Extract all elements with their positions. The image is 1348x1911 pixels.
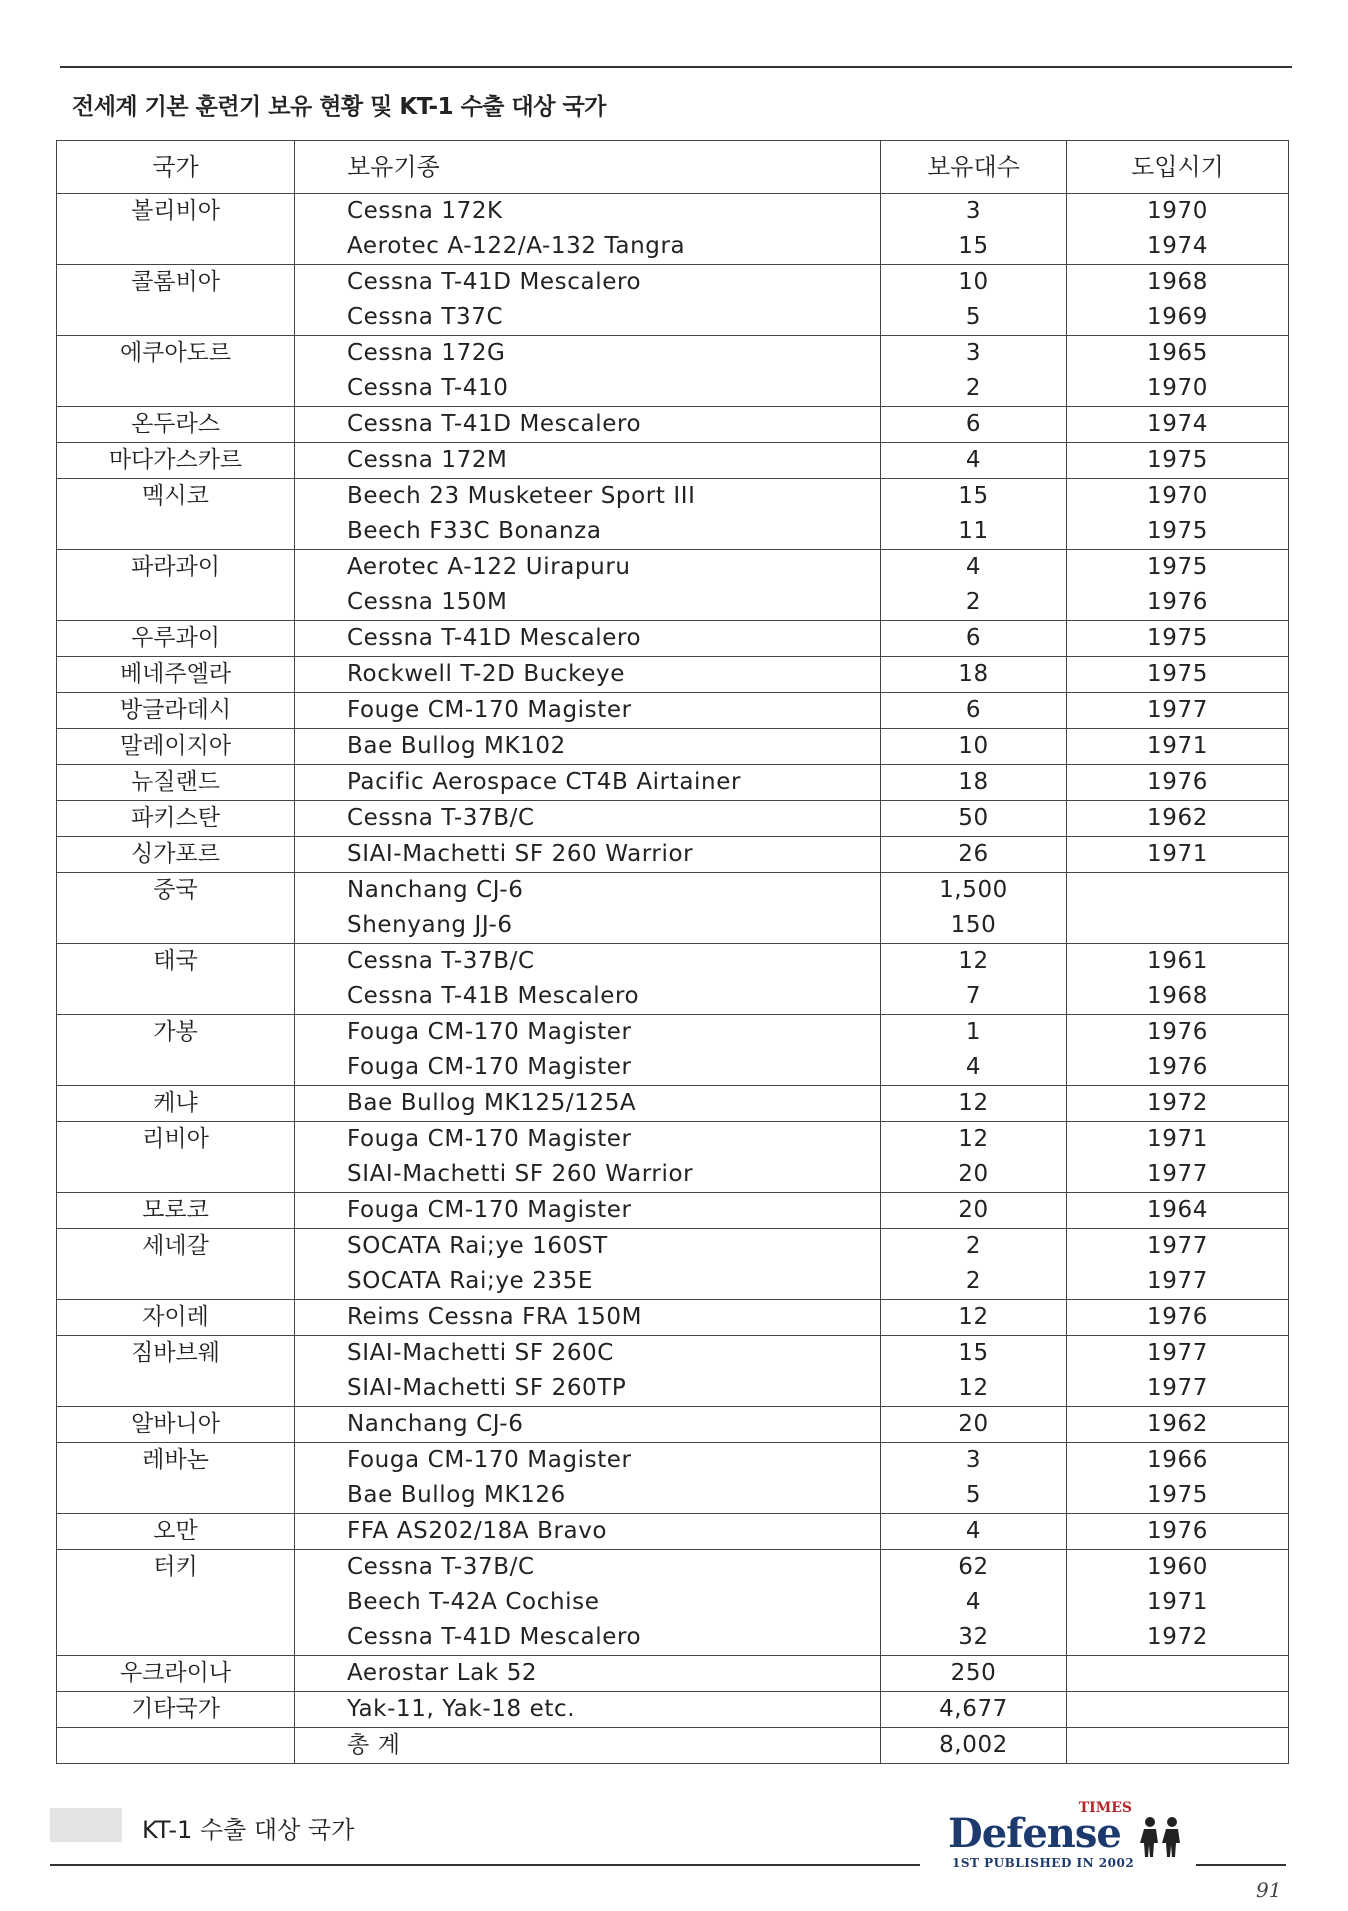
cell-count: 50 bbox=[881, 801, 1067, 837]
cell-country: 태국 bbox=[57, 944, 295, 980]
cell-count: 2 bbox=[881, 585, 1067, 621]
cell-year: 1975 bbox=[1067, 514, 1289, 550]
cell-count: 11 bbox=[881, 514, 1067, 550]
table-row bbox=[57, 1620, 1289, 1656]
soldier-figures-icon bbox=[1134, 1814, 1190, 1858]
cell-count: 1 bbox=[881, 1015, 1067, 1051]
cell-country bbox=[57, 1728, 295, 1764]
table-row bbox=[57, 1193, 1289, 1229]
cell-count: 4 bbox=[881, 1514, 1067, 1550]
cell-year: 1971 bbox=[1067, 1122, 1289, 1158]
cell-country bbox=[57, 1585, 295, 1620]
table-row bbox=[57, 1122, 1289, 1158]
cell-count: 6 bbox=[881, 407, 1067, 443]
cell-country: 우루과이 bbox=[57, 621, 295, 657]
cell-country: 자이레 bbox=[57, 1300, 295, 1336]
cell-country: 오만 bbox=[57, 1514, 295, 1550]
cell-year: 1962 bbox=[1067, 1407, 1289, 1443]
cell-aircraft: Bae Bullog MK125/125A bbox=[295, 1086, 881, 1122]
cell-country: 멕시코 bbox=[57, 479, 295, 515]
cell-aircraft: Aerotec A-122 Uirapuru bbox=[295, 550, 881, 586]
cell-year: 1976 bbox=[1067, 1300, 1289, 1336]
cell-count: 6 bbox=[881, 621, 1067, 657]
cell-count: 12 bbox=[881, 1086, 1067, 1122]
cell-year: 1965 bbox=[1067, 336, 1289, 372]
cell-year bbox=[1067, 873, 1289, 909]
cell-count: 18 bbox=[881, 657, 1067, 693]
cell-year: 1977 bbox=[1067, 1371, 1289, 1407]
cell-aircraft: Cessna T-37B/C bbox=[295, 1550, 881, 1586]
cell-aircraft: Aerostar Lak 52 bbox=[295, 1656, 881, 1692]
header-aircraft: 보유기종 bbox=[295, 141, 881, 194]
cell-year: 1976 bbox=[1067, 1050, 1289, 1086]
cell-aircraft: Cessna T37C bbox=[295, 300, 881, 336]
cell-aircraft: Aerotec A-122/A-132 Tangra bbox=[295, 229, 881, 265]
cell-year: 1966 bbox=[1067, 1443, 1289, 1479]
cell-aircraft: Beech 23 Musketeer Sport III bbox=[295, 479, 881, 515]
cell-count: 15 bbox=[881, 229, 1067, 265]
cell-aircraft: Cessna 172G bbox=[295, 336, 881, 372]
cell-count: 20 bbox=[881, 1193, 1067, 1229]
cell-aircraft: Nanchang CJ-6 bbox=[295, 1407, 881, 1443]
table-row bbox=[57, 1656, 1289, 1692]
cell-count: 20 bbox=[881, 1407, 1067, 1443]
table-row bbox=[57, 657, 1289, 693]
cell-year: 1976 bbox=[1067, 765, 1289, 801]
cell-aircraft: Cessna T-41D Mescalero bbox=[295, 621, 881, 657]
page-title: 전세계 기본 훈련기 보유 현황 및 KT-1 수출 대상 국가 bbox=[72, 94, 606, 120]
cell-aircraft: Fouga CM-170 Magister bbox=[295, 1050, 881, 1086]
cell-aircraft: Cessna T-37B/C bbox=[295, 801, 881, 837]
cell-year: 1977 bbox=[1067, 1157, 1289, 1193]
table-row bbox=[57, 1478, 1289, 1514]
cell-country: 짐바브웨 bbox=[57, 1336, 295, 1372]
cell-aircraft: Bae Bullog MK126 bbox=[295, 1478, 881, 1514]
table-row bbox=[57, 1550, 1289, 1586]
cell-year: 1960 bbox=[1067, 1550, 1289, 1586]
cell-aircraft: 총 계 bbox=[295, 1728, 881, 1764]
cell-country bbox=[57, 1620, 295, 1656]
cell-year: 1970 bbox=[1067, 194, 1289, 230]
cell-year bbox=[1067, 1656, 1289, 1692]
cell-country bbox=[57, 371, 295, 407]
table-row bbox=[57, 443, 1289, 479]
logo-times-text: TIMES bbox=[1078, 1800, 1132, 1816]
cell-aircraft: Bae Bullog MK102 bbox=[295, 729, 881, 765]
table-row bbox=[57, 621, 1289, 657]
cell-count: 15 bbox=[881, 1336, 1067, 1372]
cell-year: 1974 bbox=[1067, 407, 1289, 443]
cell-aircraft: Rockwell T-2D Buckeye bbox=[295, 657, 881, 693]
cell-count: 5 bbox=[881, 1478, 1067, 1514]
table-row bbox=[57, 908, 1289, 944]
cell-count: 12 bbox=[881, 944, 1067, 980]
table-row bbox=[57, 1692, 1289, 1728]
table-row bbox=[57, 729, 1289, 765]
cell-country: 싱가포르 bbox=[57, 837, 295, 873]
cell-count: 2 bbox=[881, 1264, 1067, 1300]
table-row bbox=[57, 1086, 1289, 1122]
cell-aircraft: Nanchang CJ-6 bbox=[295, 873, 881, 909]
cell-aircraft: FFA AS202/18A Bravo bbox=[295, 1514, 881, 1550]
cell-aircraft: Beech T-42A Cochise bbox=[295, 1585, 881, 1620]
cell-year: 1969 bbox=[1067, 300, 1289, 336]
cell-year: 1970 bbox=[1067, 371, 1289, 407]
cell-country: 가봉 bbox=[57, 1015, 295, 1051]
cell-country bbox=[57, 585, 295, 621]
cell-count: 150 bbox=[881, 908, 1067, 944]
cell-aircraft: Pacific Aerospace CT4B Airtainer bbox=[295, 765, 881, 801]
cell-year: 1968 bbox=[1067, 265, 1289, 301]
cell-country: 에쿠아도르 bbox=[57, 336, 295, 372]
cell-count: 2 bbox=[881, 1229, 1067, 1265]
cell-aircraft: Shenyang JJ-6 bbox=[295, 908, 881, 944]
cell-year: 1975 bbox=[1067, 621, 1289, 657]
table-row bbox=[57, 873, 1289, 909]
cell-country: 우크라이나 bbox=[57, 1656, 295, 1692]
table-row bbox=[57, 300, 1289, 336]
trainer-table bbox=[56, 140, 1289, 1764]
cell-year: 1974 bbox=[1067, 229, 1289, 265]
cell-year: 1971 bbox=[1067, 1585, 1289, 1620]
table-row bbox=[57, 1015, 1289, 1051]
table-row bbox=[57, 1407, 1289, 1443]
cell-count: 4 bbox=[881, 1585, 1067, 1620]
table-row bbox=[57, 265, 1289, 301]
cell-aircraft: Yak-11, Yak-18 etc. bbox=[295, 1692, 881, 1728]
cell-year: 1975 bbox=[1067, 443, 1289, 479]
cell-aircraft: Reims Cessna FRA 150M bbox=[295, 1300, 881, 1336]
table-row bbox=[57, 514, 1289, 550]
table-body bbox=[57, 194, 1289, 1764]
table-row bbox=[57, 944, 1289, 980]
cell-count: 10 bbox=[881, 729, 1067, 765]
cell-count: 26 bbox=[881, 837, 1067, 873]
cell-country: 뉴질랜드 bbox=[57, 765, 295, 801]
table-row bbox=[57, 765, 1289, 801]
cell-aircraft: Cessna T-410 bbox=[295, 371, 881, 407]
table-row bbox=[57, 1585, 1289, 1620]
table-row bbox=[57, 336, 1289, 372]
header-count: 보유대수 bbox=[881, 141, 1067, 194]
cell-count: 4 bbox=[881, 550, 1067, 586]
cell-year: 1972 bbox=[1067, 1620, 1289, 1656]
table-row bbox=[57, 1443, 1289, 1479]
cell-aircraft: SOCATA Rai;ye 160ST bbox=[295, 1229, 881, 1265]
top-rule bbox=[60, 66, 1292, 68]
footer-rule bbox=[50, 1864, 920, 1866]
cell-aircraft: Cessna 172K bbox=[295, 194, 881, 230]
cell-count: 18 bbox=[881, 765, 1067, 801]
cell-count: 250 bbox=[881, 1656, 1067, 1692]
cell-count: 7 bbox=[881, 979, 1067, 1015]
table-row bbox=[57, 1300, 1289, 1336]
table-row bbox=[57, 229, 1289, 265]
table-row bbox=[57, 1229, 1289, 1265]
cell-country: 볼리비아 bbox=[57, 194, 295, 230]
cell-country: 터키 bbox=[57, 1550, 295, 1586]
cell-country: 기타국가 bbox=[57, 1692, 295, 1728]
cell-year: 1977 bbox=[1067, 1229, 1289, 1265]
table-row bbox=[57, 1157, 1289, 1193]
cell-count: 12 bbox=[881, 1300, 1067, 1336]
cell-country: 파키스탄 bbox=[57, 801, 295, 837]
cell-country: 마다가스카르 bbox=[57, 443, 295, 479]
cell-country: 레바논 bbox=[57, 1443, 295, 1479]
cell-year: 1976 bbox=[1067, 585, 1289, 621]
cell-country: 세네갈 bbox=[57, 1229, 295, 1265]
cell-count: 4,677 bbox=[881, 1692, 1067, 1728]
cell-count: 1,500 bbox=[881, 873, 1067, 909]
cell-year: 1968 bbox=[1067, 979, 1289, 1015]
cell-aircraft: Fouga CM-170 Magister bbox=[295, 1122, 881, 1158]
footer-rule-right bbox=[1196, 1864, 1286, 1866]
cell-year: 1975 bbox=[1067, 550, 1289, 586]
cell-aircraft: Cessna 150M bbox=[295, 585, 881, 621]
cell-count: 8,002 bbox=[881, 1728, 1067, 1764]
header-year: 도입시기 bbox=[1067, 141, 1289, 194]
cell-country bbox=[57, 1157, 295, 1193]
cell-country: 베네주엘라 bbox=[57, 657, 295, 693]
cell-count: 3 bbox=[881, 336, 1067, 372]
cell-aircraft: Cessna T-41D Mescalero bbox=[295, 407, 881, 443]
cell-count: 20 bbox=[881, 1157, 1067, 1193]
cell-aircraft: Cessna T-41D Mescalero bbox=[295, 265, 881, 301]
table-row bbox=[57, 1050, 1289, 1086]
cell-country: 온두라스 bbox=[57, 407, 295, 443]
cell-country bbox=[57, 1371, 295, 1407]
cell-count: 3 bbox=[881, 194, 1067, 230]
table-row bbox=[57, 407, 1289, 443]
table-row bbox=[57, 194, 1289, 230]
logo-main-text: Defense bbox=[948, 1810, 1121, 1857]
cell-count: 5 bbox=[881, 300, 1067, 336]
cell-country bbox=[57, 229, 295, 265]
cell-year: 1961 bbox=[1067, 944, 1289, 980]
cell-aircraft: Cessna 172M bbox=[295, 443, 881, 479]
cell-country bbox=[57, 1478, 295, 1514]
cell-year: 1976 bbox=[1067, 1015, 1289, 1051]
cell-year: 1976 bbox=[1067, 1514, 1289, 1550]
cell-year: 1977 bbox=[1067, 693, 1289, 729]
cell-year: 1971 bbox=[1067, 729, 1289, 765]
cell-year: 1972 bbox=[1067, 1086, 1289, 1122]
table-row bbox=[57, 979, 1289, 1015]
cell-count: 2 bbox=[881, 371, 1067, 407]
cell-year: 1977 bbox=[1067, 1336, 1289, 1372]
cell-aircraft: SIAI-Machetti SF 260 Warrior bbox=[295, 1157, 881, 1193]
cell-aircraft: SIAI-Machetti SF 260TP bbox=[295, 1371, 881, 1407]
cell-country: 방글라데시 bbox=[57, 693, 295, 729]
cell-aircraft: SOCATA Rai;ye 235E bbox=[295, 1264, 881, 1300]
cell-aircraft: Fouge CM-170 Magister bbox=[295, 693, 881, 729]
table-row bbox=[57, 479, 1289, 515]
cell-country: 케냐 bbox=[57, 1086, 295, 1122]
cell-country: 모로코 bbox=[57, 1193, 295, 1229]
cell-count: 15 bbox=[881, 479, 1067, 515]
cell-aircraft: SIAI-Machetti SF 260 Warrior bbox=[295, 837, 881, 873]
table-row bbox=[57, 1514, 1289, 1550]
cell-country: 알바니아 bbox=[57, 1407, 295, 1443]
cell-count: 12 bbox=[881, 1371, 1067, 1407]
cell-count: 32 bbox=[881, 1620, 1067, 1656]
table-row bbox=[57, 693, 1289, 729]
table-row bbox=[57, 550, 1289, 586]
cell-year bbox=[1067, 908, 1289, 944]
table-header-row bbox=[57, 141, 1289, 194]
cell-count: 4 bbox=[881, 443, 1067, 479]
cell-aircraft: Cessna T-41D Mescalero bbox=[295, 1620, 881, 1656]
cell-aircraft: SIAI-Machetti SF 260C bbox=[295, 1336, 881, 1372]
cell-country: 리비아 bbox=[57, 1122, 295, 1158]
table-row bbox=[57, 801, 1289, 837]
cell-year: 1964 bbox=[1067, 1193, 1289, 1229]
cell-country bbox=[57, 1264, 295, 1300]
cell-aircraft: Fouga CM-170 Magister bbox=[295, 1443, 881, 1479]
table-row bbox=[57, 371, 1289, 407]
caption-tag bbox=[50, 1808, 122, 1842]
cell-aircraft: Fouga CM-170 Magister bbox=[295, 1193, 881, 1229]
table-row bbox=[57, 1728, 1289, 1764]
footer-caption: KT-1 수출 대상 국가 bbox=[142, 1816, 355, 1844]
cell-aircraft: Cessna T-37B/C bbox=[295, 944, 881, 980]
cell-country bbox=[57, 1050, 295, 1086]
cell-country: 중국 bbox=[57, 873, 295, 909]
page-number: 91 bbox=[1256, 1878, 1282, 1902]
defense-times-logo bbox=[948, 1800, 1198, 1878]
cell-country: 파라과이 bbox=[57, 550, 295, 586]
cell-aircraft: Beech F33C Bonanza bbox=[295, 514, 881, 550]
cell-year: 1971 bbox=[1067, 837, 1289, 873]
cell-year: 1970 bbox=[1067, 479, 1289, 515]
cell-count: 4 bbox=[881, 1050, 1067, 1086]
cell-count: 10 bbox=[881, 265, 1067, 301]
cell-country: 말레이지아 bbox=[57, 729, 295, 765]
cell-aircraft: Cessna T-41B Mescalero bbox=[295, 979, 881, 1015]
cell-count: 12 bbox=[881, 1122, 1067, 1158]
cell-aircraft: Fouga CM-170 Magister bbox=[295, 1015, 881, 1051]
cell-year: 1975 bbox=[1067, 1478, 1289, 1514]
cell-year: 1975 bbox=[1067, 657, 1289, 693]
cell-country bbox=[57, 300, 295, 336]
cell-country bbox=[57, 908, 295, 944]
cell-country bbox=[57, 514, 295, 550]
table-row bbox=[57, 837, 1289, 873]
table-row bbox=[57, 585, 1289, 621]
cell-country bbox=[57, 979, 295, 1015]
table-row bbox=[57, 1336, 1289, 1372]
cell-year bbox=[1067, 1728, 1289, 1764]
cell-country: 콜롬비아 bbox=[57, 265, 295, 301]
cell-count: 6 bbox=[881, 693, 1067, 729]
table-row bbox=[57, 1371, 1289, 1407]
cell-year: 1977 bbox=[1067, 1264, 1289, 1300]
cell-year bbox=[1067, 1692, 1289, 1728]
cell-count: 3 bbox=[881, 1443, 1067, 1479]
cell-year: 1962 bbox=[1067, 801, 1289, 837]
header-country: 국가 bbox=[57, 141, 295, 194]
cell-count: 62 bbox=[881, 1550, 1067, 1586]
table-row bbox=[57, 1264, 1289, 1300]
logo-sub-text: 1ST PUBLISHED IN 2002 bbox=[952, 1856, 1135, 1870]
